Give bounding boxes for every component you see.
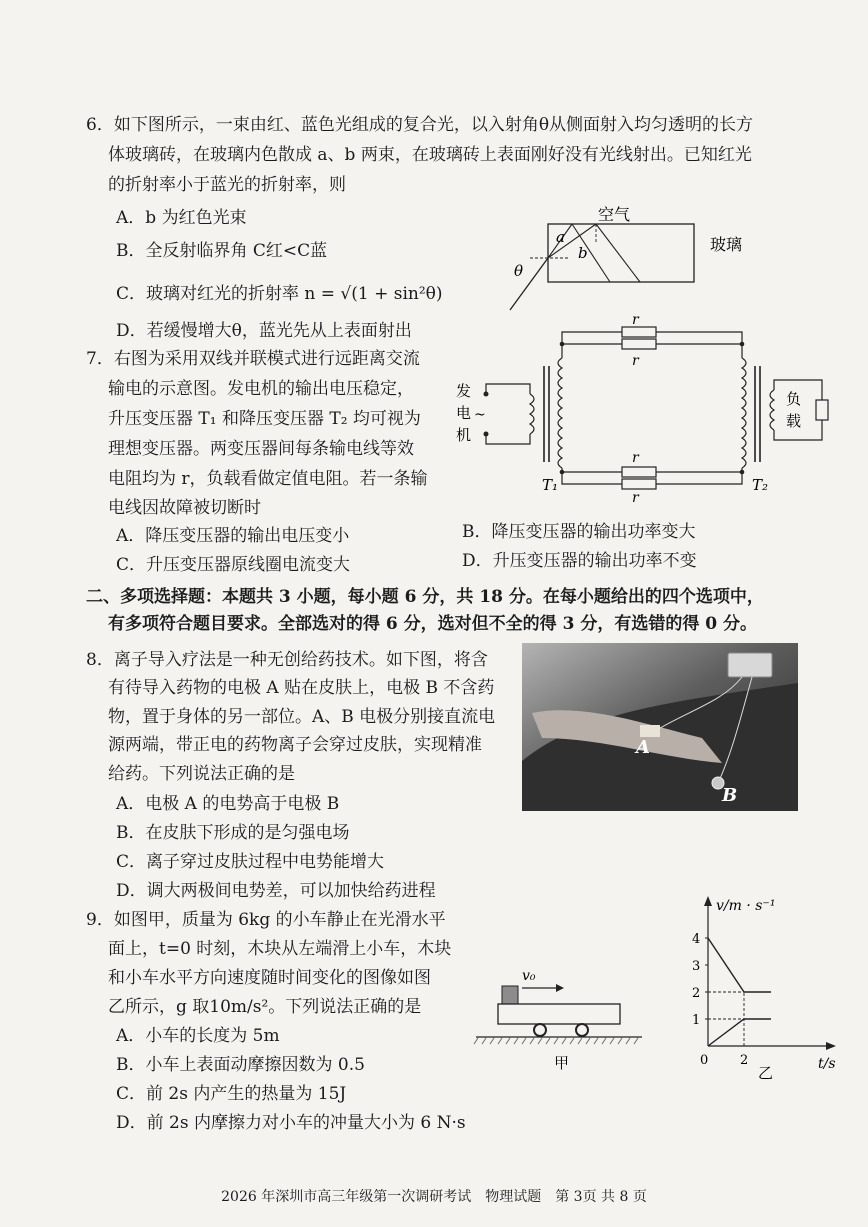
label-glass: 玻璃	[710, 235, 743, 254]
caption-yi: 乙	[758, 1064, 774, 1082]
q9-option-d: D．前 2s 内摩擦力对小车的冲量大小为 6 N·s	[116, 1113, 466, 1133]
q7-stem-line1: 7．右图为采用双线并联模式进行远距离交流	[86, 349, 420, 369]
gen-label-1: 发	[456, 382, 472, 400]
primary-wire-bottom	[486, 434, 530, 444]
r-label-3: r	[632, 450, 639, 466]
ground-hatch	[474, 1038, 638, 1044]
v0-arrow-head	[556, 984, 564, 992]
q8-option-b: B．在皮肤下形成的是匀强电场	[116, 823, 350, 843]
label-air: 空气	[598, 205, 631, 224]
q9-cart-figure	[472, 962, 652, 1074]
resistor-top-2	[622, 339, 656, 349]
q8-stem-line1: 8．离子导入疗法是一种无创给药技术。如下图，将含	[86, 650, 488, 670]
load-resistor	[816, 400, 828, 420]
gen-label-3: 机	[456, 426, 472, 444]
q9-stem-line3: 和小车水平方向速度随时间变化的图像如图	[108, 968, 431, 988]
q6-stem-line2: 体玻璃砖，在玻璃内色散成 a、b 两束，在玻璃砖上表面刚好没有光线射出。已知红光	[108, 145, 752, 165]
q6-option-b: B．全反射临界角 C红<C蓝	[116, 241, 328, 261]
series-block-line	[708, 938, 771, 992]
resistor-bottom-1	[622, 467, 656, 477]
q8-option-c: C．离子穿过皮肤过程中电势能增大	[116, 852, 385, 872]
x-tick-label: 0	[700, 1053, 709, 1068]
y-tick-label: 2	[692, 986, 701, 1001]
section2-heading-line2: 有多项符合题目要求。全部选对的得 6 分，选对但不全的得 3 分，有选错的得 0 分。	[108, 614, 757, 634]
label-electrode-a: A	[636, 737, 650, 758]
q7-stem-line4: 理想变压器。两变压器间每条输电线等效	[108, 439, 414, 459]
q9-option-b: B．小车上表面动摩擦因数为 0.5	[116, 1055, 365, 1075]
q7-option-c: C．升压变压器原线圈电流变大	[116, 555, 351, 575]
x-axis-label: t/s	[818, 1056, 836, 1072]
t2-secondary-coil	[770, 390, 774, 430]
r-label-4: r	[632, 490, 639, 506]
resistor-bottom-2	[622, 479, 656, 489]
q6-option-d: D．若缓慢增大θ，蓝光先从上表面射出	[116, 321, 412, 341]
q9-stem-line1: 9．如图甲，质量为 6kg 的小车静止在光滑水平	[86, 910, 446, 930]
cart-wheel-left	[534, 1024, 546, 1036]
q7-stem-line3: 升压变压器 T₁ 和降压变压器 T₂ 均可视为	[108, 409, 421, 429]
t1-label: T₁	[542, 476, 559, 494]
t2-label: T₂	[752, 476, 769, 494]
q9-stem-line4: 乙所示，g 取10m/s²。下列说法正确的是	[108, 997, 422, 1017]
section2-heading-line1: 二、多项选择题：本题共 3 小题，每小题 6 分，共 18 分。在每小题给出的四个选项中，	[86, 587, 764, 607]
q8-stem-line5: 给药。下列说法正确的是	[108, 764, 295, 784]
r-label-1: r	[632, 312, 639, 328]
r-label-2: r	[632, 353, 639, 369]
power-device	[728, 653, 772, 677]
y-tick-label: 1	[692, 1013, 701, 1028]
q6-option-c: C．玻璃对红光的折射率 n = √(1 + sin²θ)	[116, 284, 443, 304]
y-axis-arrow	[704, 896, 712, 906]
photo-drawing	[522, 643, 798, 811]
q7-stem-line5: 电阻均为 r，负载看做定值电阻。若一条输	[108, 469, 428, 489]
resistor-top-1	[622, 327, 656, 337]
label-a: a	[556, 228, 565, 246]
y-tick-label: 3	[692, 959, 701, 974]
node-br	[740, 470, 745, 475]
q7-option-d: D．升压变压器的输出功率不变	[462, 551, 697, 571]
q7-stem-line6: 电线因故障被切断时	[108, 498, 261, 518]
q6-prism-figure	[490, 205, 760, 322]
page-footer: 2026 年深圳市高三年级第一次调研考试 物理试题 第 3页 共 8 页	[221, 1189, 647, 1205]
primary-wire-top	[486, 384, 530, 394]
q7-option-a: A．降压变压器的输出电压变小	[116, 526, 350, 546]
y-tick-label: 4	[692, 932, 701, 947]
label-v0: v₀	[522, 968, 536, 984]
q6-option-a: A．b 为红色光束	[116, 208, 247, 228]
label-theta: θ	[514, 262, 524, 280]
t2-primary-coil	[742, 358, 746, 468]
q6-stem-line1: 6．如下图所示，一束由红、蓝色光组成的复合光，以入射角θ从侧面射入均匀透明的长方	[86, 115, 754, 135]
q7-option-b: B．降压变压器的输出功率变大	[462, 522, 696, 542]
q8-option-d: D．调大两极间电势差，可以加快给药进程	[116, 881, 436, 901]
t1-primary-coil	[530, 394, 534, 434]
q8-option-a: A．电极 A 的电势高于电极 B	[116, 794, 340, 814]
wood-block	[502, 986, 518, 1004]
q8-stem-line4: 源两端，带正电的药物离子会穿过皮肤，实现精准	[108, 735, 482, 755]
series-cart-line	[708, 1019, 771, 1046]
gen-label-2: 电	[456, 404, 472, 422]
q8-stem-line3: 物，置于身体的另一部位。A、B 电极分别接直流电	[108, 707, 496, 727]
x-axis-arrow	[826, 1042, 836, 1050]
t1-secondary-coil	[558, 358, 562, 468]
load-label-2: 载	[786, 412, 802, 430]
electrode-a	[640, 725, 660, 737]
cart-body	[498, 1004, 620, 1024]
q7-stem-line2: 输电的示意图。发电机的输出电压稳定，	[108, 379, 414, 399]
q7-transmission-figure	[450, 312, 834, 506]
q8-stem-line2: 有待导入药物的电极 A 贴在皮肤上，电极 B 不含药	[108, 678, 495, 698]
iontophoresis-photo	[522, 643, 798, 811]
caption-jia: 甲	[554, 1054, 570, 1072]
node-tl	[560, 342, 565, 347]
q9-stem-line2: 面上，t=0 时刻，木块从左端滑上小车，木块	[108, 939, 452, 959]
ac-symbol: ~	[474, 407, 486, 423]
y-axis-label: v/m · s⁻¹	[716, 898, 776, 914]
q9-vt-chart	[680, 890, 850, 1080]
node-bl	[560, 470, 565, 475]
q6-stem-line3: 的折射率小于蓝光的折射率，则	[108, 175, 346, 195]
x-tick-label: 2	[740, 1053, 749, 1068]
node-tr	[740, 342, 745, 347]
load-label-1: 负	[786, 390, 802, 408]
q9-option-a: A．小车的长度为 5m	[116, 1026, 280, 1046]
reflected-b	[596, 224, 640, 282]
glass-block	[548, 224, 694, 282]
cart-wheel-right	[576, 1024, 588, 1036]
label-electrode-b: B	[722, 785, 738, 806]
label-b: b	[578, 244, 588, 262]
q9-option-c: C．前 2s 内产生的热量为 15J	[116, 1084, 347, 1104]
